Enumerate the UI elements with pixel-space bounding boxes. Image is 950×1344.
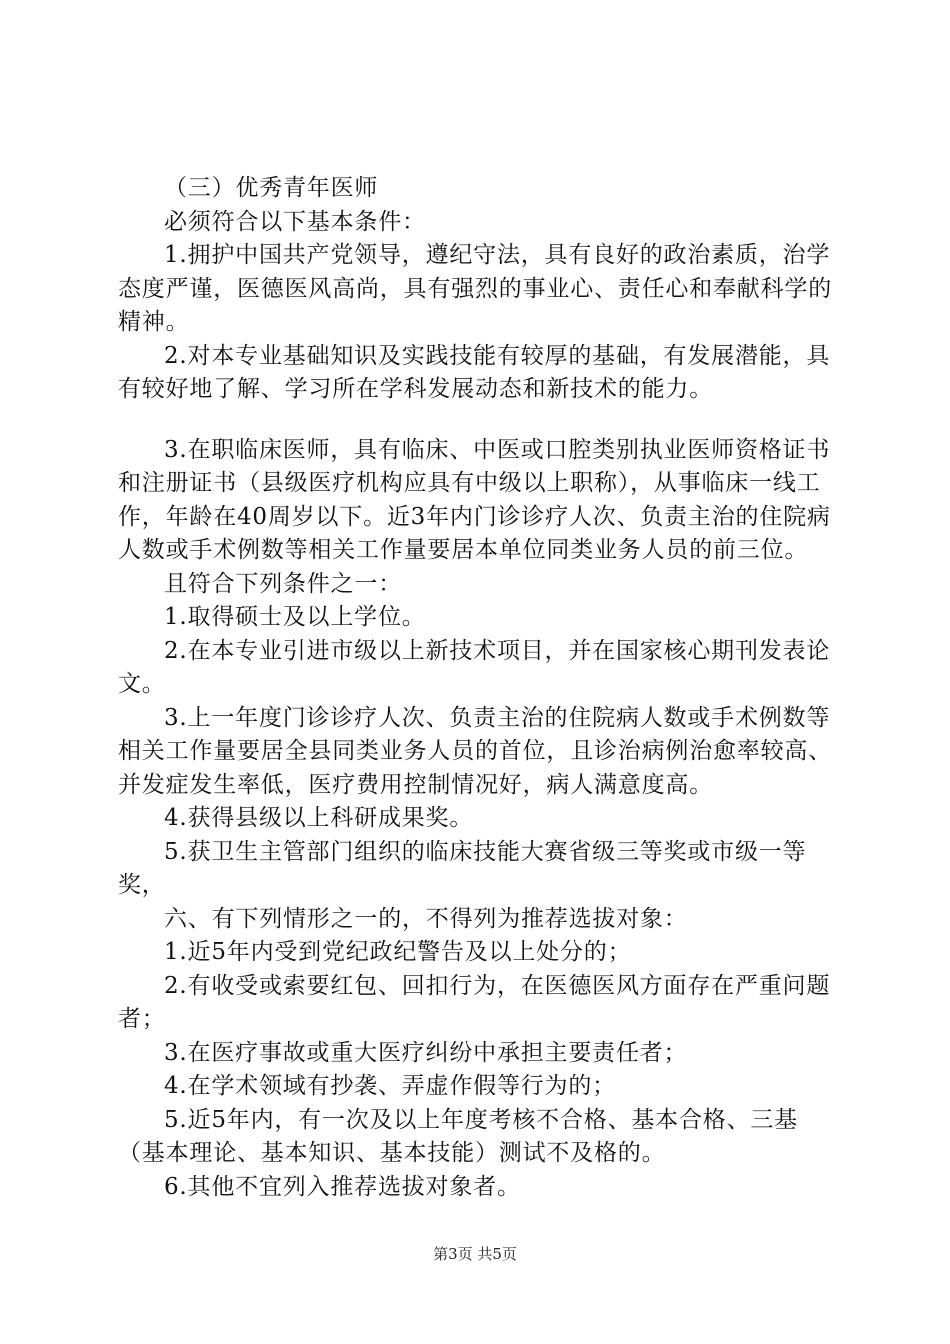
exclusion-item-3: 3.在医疗事故或重大医疗纠纷中承担主要责任者； [164, 1039, 688, 1066]
condition-item-3: 3.在职临床医师，具有临床、中医或口腔类别执业医师资格证书和注册证书（县级医疗机构应具有中级以上职称），从事临床一线工作，年龄在40周岁以下。近3年内门诊诊疗人次、负责主治的住院病人数或手术例数等相关工作量要居本单位同类业务人员的前三位。 [118, 436, 831, 563]
condition-item-1: 1.拥护中国共产党领导，遵纪守法，具有良好的政治素质，治学态度严谨，医德医风高尚，具有强烈的事业心、责任心和奉献科学的精神。 [118, 242, 832, 335]
exclusion-item-4: 4.在学术领域有抄袭、弄虚作假等行为的； [164, 1073, 616, 1099]
exclusion-item-2: 2.有收受或索要红包、回扣行为，在医德医风方面存在严重问题者； [118, 972, 831, 1032]
document-body [118, 172, 838, 1204]
basic-conditions-intro: 必须符合以下基本条件： [164, 208, 426, 235]
exclusion-item-6: 6.其他不宜列入推荐选拔对象者。 [164, 1173, 521, 1200]
section-heading: （三）优秀青年医师 [164, 175, 379, 201]
additional-condition-4: 4.获得县级以上科研成果奖。 [164, 805, 474, 831]
additional-condition-5: 5.获卫生主管部门组织的临床技能大赛省级三等奖或市级一等奖， [118, 838, 807, 898]
exclusion-item-1: 1.近5年内受到党纪政纪警告及以上处分的； [164, 939, 632, 965]
condition-item-2: 2.对本专业基础知识及实践技能有较厚的基础，有发展潜能，具有较好地了解、学习所在学科发展动态和新技术的能力。 [118, 342, 831, 402]
exclusion-item-5: 5.近5年内，有一次及以上年度考核不合格、基本合格、三基（基本理论、基本知识、基本技能）测试不及格的。 [118, 1106, 798, 1166]
additional-condition-2: 2.在本专业引进市级以上新技术项目，并在国家核心期刊发表论文。 [118, 637, 831, 697]
additional-condition-3: 3.上一年度门诊诊疗人次、负责主治的住院病人数或手术例数等相关工作量要居全县同类业务人员的首位，且诊治病例治愈率较高、并发症发生率低，医疗费用控制情况好，病人满意度高。 [118, 704, 832, 798]
additional-condition-1: 1.取得硕士及以上学位。 [164, 604, 426, 630]
page-number-footer: 第3页 共5页 [433, 1245, 517, 1263]
exclusion-heading: 六、有下列情形之一的，不得列为推荐选拔对象： [164, 905, 688, 932]
additional-conditions-intro: 且符合下列条件之一： [164, 570, 402, 597]
